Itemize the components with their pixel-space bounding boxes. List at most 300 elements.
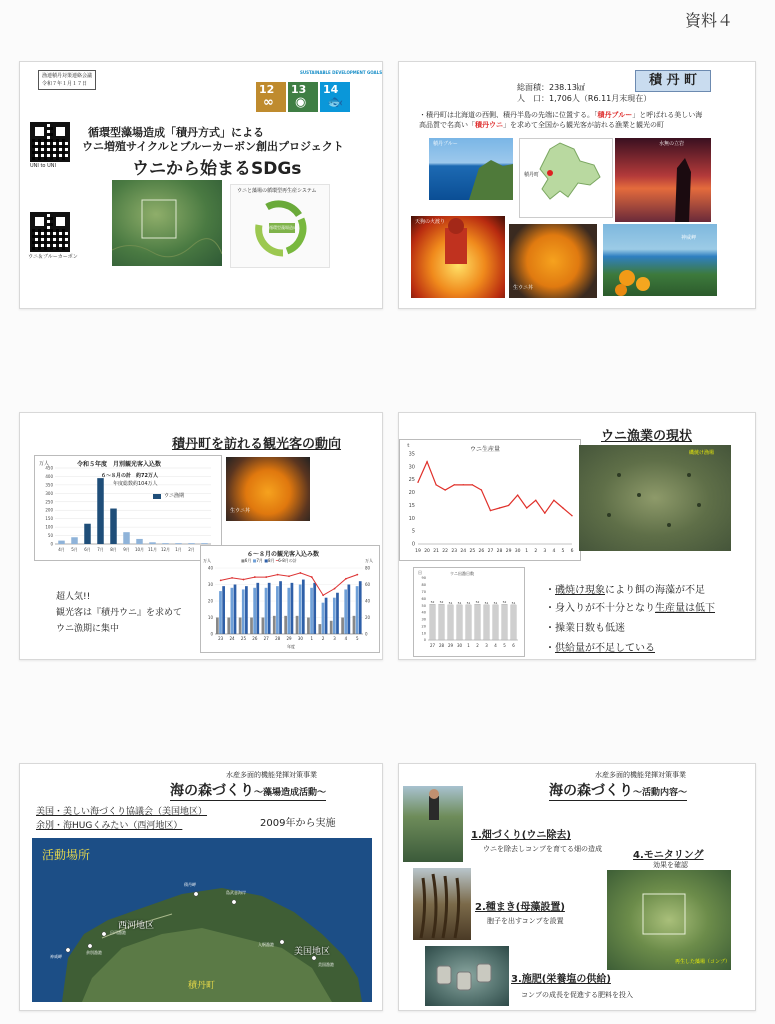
urchin-removal-photo: [403, 786, 463, 862]
chart3-xtick: 27: [487, 549, 494, 554]
chart2-bar: [276, 586, 279, 634]
chart4-data-label: 51: [511, 600, 516, 605]
chart3-point: [562, 507, 563, 508]
chart2-total-point: [288, 575, 290, 577]
chart3-line: [418, 462, 572, 516]
chart1-ytick: 100: [45, 524, 53, 530]
map-activity-label: 活動場所: [42, 848, 91, 862]
map-pin-label-1: 積丹岬: [184, 882, 196, 887]
chart1-bar: [123, 532, 130, 544]
since-year: 2009年から実施: [260, 818, 336, 829]
chart3-xtick: 5: [561, 549, 565, 554]
chart2-legend: ■6月 ■7月 ■8月 ━6-8月の計: [241, 558, 297, 563]
map-bikuni-label: 美国地区: [294, 947, 331, 957]
chart4-xtick: 6: [512, 643, 515, 648]
slide6-subtitle: ～活動内容～: [633, 788, 688, 798]
chart4-bar: [493, 605, 498, 640]
chart2-ytick-left: 20: [207, 598, 213, 604]
chart4-data-label: 52: [430, 600, 435, 605]
chart3-xtick: 19: [415, 549, 421, 554]
chart3-point: [526, 507, 527, 508]
chart4-unit: 日: [418, 570, 422, 575]
fishery-bullet-2: ・身入りが不十分となり生産量は低下: [545, 603, 715, 614]
chart1-note2: 年度総数約104万人: [113, 481, 158, 487]
fire-festival-photo: [411, 216, 505, 298]
chart2-xtick: 30: [297, 636, 303, 641]
chart4-xtick: 2: [476, 643, 479, 648]
chart3-xtick: 26: [478, 549, 485, 554]
chart1-title: 令和５年度 月別観光客入込数: [77, 461, 162, 468]
slide5-title-row: [170, 780, 326, 801]
chart4-data-label: 51: [493, 600, 498, 605]
chart2-total-point: [265, 576, 267, 578]
chart2-total-point: [334, 588, 336, 590]
chart2-bar: [245, 586, 248, 634]
slide-forest-content: [398, 763, 756, 1011]
chart1-ytick: 50: [47, 533, 53, 539]
chart4-ytick: 10: [421, 631, 426, 636]
chart4-xtick: 4: [494, 643, 497, 648]
chart2-xtick: 24: [229, 636, 235, 641]
fishery-bullet-4: ・供給量が不足している: [545, 643, 655, 654]
chart2-bar: [353, 616, 356, 634]
chart2-ytick-left: 30: [207, 582, 213, 587]
chart2-total-point: [231, 577, 233, 579]
chart2-bar: [284, 616, 287, 634]
chart2-bar: [250, 618, 253, 635]
chart1-note1: ６～８月の計 約72万人: [101, 473, 158, 479]
chart2-bar: [318, 624, 321, 634]
chart4-ytick: 40: [421, 610, 426, 615]
chart4-data-label: 51: [448, 600, 453, 605]
chart4-bar: [457, 605, 462, 640]
chart3-point: [571, 515, 572, 516]
chart2-bar: [273, 616, 276, 634]
chart3-xtick: 20: [424, 549, 430, 554]
map-town-label: 積丹町: [188, 981, 216, 991]
uni-production-chart: [399, 439, 581, 561]
fishery-bullet-1: ・磯焼け現象により餌の海藻が不足: [545, 585, 705, 596]
chart3-xtick: 29: [505, 549, 512, 554]
chart3-xtick: 21: [433, 549, 439, 554]
chart2-bar: [279, 581, 282, 634]
chart1-bar: [188, 543, 195, 544]
chart2-bar: [307, 618, 310, 635]
chart2-bar: [302, 580, 305, 634]
chart2-xtick: 29: [286, 636, 292, 641]
chart3-point: [426, 461, 427, 462]
chart1-bar: [175, 543, 182, 544]
chart2-bar: [291, 583, 294, 634]
town-name-box: 積 丹 町: [635, 70, 711, 92]
chart3-ytick: 5: [411, 528, 415, 535]
photo-label-rock: 水無の立岩: [659, 141, 685, 147]
map-pin-label-4: 余別漁港: [86, 950, 102, 955]
chart2-ytick-left: 0: [210, 631, 213, 637]
chart3-point: [499, 507, 500, 508]
chart4-xtick: 29: [447, 643, 454, 648]
chart2-bar: [219, 591, 222, 634]
chart3-point: [535, 500, 536, 501]
chart1-xtick: 12月: [160, 547, 171, 552]
map-pin-label-6: 美国漁港: [318, 962, 334, 967]
sdg-12-icon: 12 ∞: [256, 82, 286, 112]
cycle-diagram: [230, 184, 330, 268]
slide1-title-big: ウニから始まるSDGs: [132, 159, 302, 179]
chart3-point: [435, 484, 436, 485]
chart2-xtick: 1: [310, 636, 314, 641]
photo-label-kamui: 神威岬: [681, 235, 697, 241]
chart3-ytick: 30: [408, 464, 415, 471]
chart4-xtick: 3: [485, 643, 488, 648]
caption-tourists: 観光客は『積丹ウニ』を求めて: [56, 608, 183, 618]
step3-desc: コンブの成長を促進する肥料を投入: [521, 991, 633, 999]
map-pin-label-2: 島武意海岸: [226, 890, 246, 895]
chart1-bar: [71, 537, 78, 544]
photo-label-barren: 磯焼け漁場: [689, 450, 715, 456]
chart4-data-label: 52: [475, 600, 480, 605]
chart4-bar: [448, 605, 453, 640]
slide-fishery: [398, 412, 756, 660]
step1-desc: ウニを除去しコンブを育てる畑の造成: [483, 845, 602, 853]
chart1-ytick: 150: [45, 516, 53, 522]
uni-don-photo-2: [226, 457, 310, 521]
town-desc-line2: 高品質で名高い「積丹ウニ」を求めて全国から観光客が訪れる漁業と観光の町: [419, 121, 664, 129]
chart1-legend-swatch: [153, 494, 161, 499]
chart3-point: [463, 484, 464, 485]
slide3-title: 積丹町を訪れる観光客の動向: [172, 437, 342, 452]
chart2-bar: [322, 603, 325, 634]
chart2-bar: [313, 583, 316, 634]
map-west-label: 西河地区: [118, 921, 155, 931]
slide-sdgs: [19, 61, 383, 309]
chart3-xtick: 4: [552, 549, 556, 554]
chart4-data-label: 52: [439, 600, 444, 605]
chart2-bar: [227, 618, 230, 635]
chart3-xtick: 23: [451, 549, 458, 554]
chart3-ytick: 10: [408, 515, 415, 522]
chart4-bar: [430, 604, 435, 640]
slide5-title: 海の森づくり: [170, 783, 254, 799]
chart2-bar: [222, 586, 225, 634]
town-population: 人 口：1,706人（R6.11月末現在）: [517, 94, 652, 103]
chart4-ytick: 70: [421, 589, 426, 594]
slide6-kicker: 水産多面的機能発揮対策事業: [595, 771, 686, 779]
chart3-point: [490, 510, 491, 511]
chart1-bar: [84, 524, 91, 544]
chart3-ytick: 0: [411, 541, 415, 548]
chart2-ytick-right: 60: [365, 582, 371, 587]
chart3-xtick: 28: [496, 549, 503, 554]
chart3-unit: ｔ: [406, 443, 412, 449]
slide-town: [398, 61, 756, 309]
chart2-ytick-right: 40: [365, 598, 371, 604]
slide-forest-activity: [19, 763, 383, 1011]
chart3-point: [508, 505, 509, 506]
chart3-title: ウニ生産量: [470, 446, 501, 453]
chart2-bar: [359, 581, 362, 634]
chart2-bar: [242, 589, 245, 634]
chart3-point: [417, 482, 418, 483]
chart4-bar: [439, 604, 444, 640]
restored-kelp-photo: [607, 870, 731, 970]
chart2-total-point: [243, 579, 245, 581]
chart3-xtick: 24: [460, 549, 467, 554]
chart2-total-point: [356, 574, 358, 576]
map-pin-label-3: 日司漁港: [110, 930, 126, 935]
qr-caption-1: UNI to UNI: [30, 163, 56, 169]
chart1-xtick: 8月: [110, 547, 117, 552]
slide6-title-row: [549, 780, 687, 801]
chart2-ytick-right: 20: [365, 615, 371, 620]
step4-title: 4.モニタリング: [633, 850, 704, 861]
chart2-bar: [356, 586, 359, 634]
chart3-point: [544, 512, 545, 513]
chart2-xtick: 3: [333, 636, 336, 641]
chart1-bar: [110, 509, 117, 544]
chart2-yr-unit: 万人: [365, 558, 373, 563]
chart2-ytick-right: 0: [365, 631, 368, 637]
chart1-ytick: 450: [45, 465, 53, 471]
chart2-bar: [256, 583, 259, 634]
chart2-bar: [234, 585, 237, 635]
kelp-seafloor-photo: [112, 180, 222, 266]
chart1-xtick: 2月: [188, 547, 195, 552]
chart2-bar: [325, 598, 328, 634]
slide-tourism: [19, 412, 383, 660]
chart1-bar: [201, 543, 208, 544]
chart4-xtick: 5: [503, 643, 506, 648]
chart1-xtick: 11月: [147, 547, 158, 552]
chart4-bar: [466, 605, 471, 640]
chart4-ytick: 0: [423, 638, 426, 643]
monthly-visitors-chart: [34, 455, 222, 561]
chart4-xtick: 28: [438, 643, 445, 648]
chart2-total-point: [322, 594, 324, 596]
chart2-bar: [344, 589, 347, 634]
hokkaido-map: [519, 138, 613, 218]
chart1-xtick: 10月: [134, 547, 145, 552]
chart1-xtick: 1月: [175, 547, 182, 552]
caption-season: ウニ漁期に集中: [56, 624, 120, 634]
chart2-total-point: [311, 576, 313, 578]
chart1-bar: [97, 478, 104, 544]
chart2-ytick-right: 80: [365, 565, 371, 571]
diagram-center: 循環型藻場造成: [269, 225, 297, 230]
step3-title: 3.施肥(栄養塩の供給): [511, 974, 611, 985]
slide1-title-line1: 循環型藻場造成「積丹方式」による: [88, 126, 264, 139]
document-label: 資料４: [684, 11, 733, 30]
chart2-bar: [347, 585, 350, 635]
chart2-bar: [287, 588, 290, 634]
fishery-bullet-3: ・操業日数も低迷: [545, 623, 625, 634]
chart3-point: [454, 484, 455, 485]
chart1-ytick: 350: [45, 482, 53, 488]
chart3-xtick: 1: [525, 549, 529, 554]
chart4-ytick: 80: [421, 583, 426, 588]
chart1-legend: ウニ漁期: [164, 493, 185, 499]
step2-desc: 胞子を出すコンブを設置: [487, 917, 564, 925]
chart1-ytick: 300: [45, 490, 53, 496]
chart3-ytick: 20: [408, 490, 415, 497]
photo-label-blue: 積丹ブルー: [433, 141, 458, 147]
chart4-xtick: 27: [429, 643, 436, 648]
chart1-bar: [149, 542, 156, 544]
chart2-bar: [265, 588, 268, 634]
qr-caption-2: ウニ＆ブルーカーボン: [28, 254, 78, 260]
chart3-point: [444, 489, 445, 490]
slide1-title-line2: ウニ増殖サイクルとブルーカーボン創出プロジェクト: [82, 140, 344, 153]
chart4-data-label: 52: [502, 600, 507, 605]
chart4-bar: [502, 604, 507, 640]
qr-code-uni[interactable]: [30, 122, 70, 162]
group-bikuni: 美国・美しい海づくり協議会（美国地区）: [36, 807, 208, 817]
fertilizer-photo: [425, 946, 509, 1006]
chart2-bar: [268, 583, 271, 634]
chart3-point: [481, 489, 482, 490]
chart3-point: [553, 500, 554, 501]
chart4-bar: [484, 605, 489, 640]
qr-code-bluecarbon[interactable]: [30, 212, 70, 252]
chart1-xtick: 9月: [123, 547, 130, 552]
shakotan-blue-photo: [429, 138, 513, 200]
chart1-ytick: 400: [45, 473, 53, 479]
map-pin-label-5: 入舸漁港: [258, 942, 274, 947]
chart1-unit: 万人: [39, 461, 50, 467]
chart2-xtick: 4: [344, 636, 348, 641]
chart3-ytick: 25: [408, 477, 415, 484]
sdg-13-icon: 13 ◉: [288, 82, 318, 112]
chart2-yl-unit: 万人: [203, 558, 211, 563]
chart2-xtick: 26: [252, 636, 258, 641]
chart3-point: [517, 494, 518, 495]
chart3-xtick: 2: [534, 549, 538, 554]
group-yobetsu: 余別・海HUGくみたい（西河地区）: [36, 821, 183, 831]
chart3-ytick: 15: [408, 502, 415, 509]
chart1-xtick: 5月: [71, 547, 78, 552]
chart3-xtick: 6: [570, 549, 574, 554]
chart2-bar: [216, 618, 219, 635]
chart1-ytick: 200: [45, 507, 53, 513]
chart3-point: [472, 484, 473, 485]
chart1-xtick: 4月: [58, 547, 65, 552]
chart1-bar: [58, 541, 65, 544]
chart1-ytick: 250: [45, 499, 53, 505]
chart4-ytick: 60: [421, 596, 426, 601]
town-desc-line1: ・積丹町は北海道の西側、積丹半島の先端に位置する。「積丹ブルー」と呼ばれる美しい海: [419, 111, 703, 119]
uni-don-photo: [509, 224, 597, 298]
chart2-bar: [299, 585, 302, 635]
summer-visitors-chart: [200, 545, 380, 653]
chart4-data-label: 51: [466, 600, 471, 605]
chart2-total-point: [220, 579, 222, 581]
chart4-ytick: 20: [421, 624, 426, 629]
chart2-total-point: [254, 576, 256, 578]
chart4-bar: [511, 605, 516, 640]
chart4-ytick: 50: [421, 603, 426, 608]
chart2-xtick: 5: [356, 636, 359, 641]
chart3-xtick: 3: [543, 549, 547, 554]
sdgs-goals-badge: SUSTAINABLE DEVELOPMENT GOALS: [300, 70, 383, 75]
chart2-xtick: 28: [275, 636, 281, 641]
photo-label-uni-2: 生ウニ丼: [230, 508, 251, 514]
chart1-bar: [136, 539, 143, 544]
chart4-xtick: 30: [456, 643, 463, 648]
chart2-bar: [262, 618, 265, 635]
chart3-xtick: 22: [442, 549, 449, 554]
activity-map: [32, 838, 372, 1002]
sunset-rock-photo: [615, 138, 711, 222]
chart2-title: ６～８月の観光客入込み数: [247, 551, 320, 558]
photo-label-uni: 生ウニ丼: [513, 285, 534, 291]
step2-title: 2.種まき(母藻設置): [475, 902, 565, 913]
chart4-title: ウニ出漁日数: [450, 571, 474, 576]
chart2-bar: [333, 598, 336, 634]
town-area: 総面積：238.13㎢: [517, 83, 585, 92]
chart4-data-label: 51: [484, 600, 489, 605]
chart2-xlabel: 年度: [287, 644, 295, 649]
chart3-xtick: 25: [469, 549, 476, 554]
sdg-14-icon: 14 🐟: [320, 82, 350, 112]
step1-title: 1.畑づくり(ウニ除去): [471, 830, 571, 841]
chart4-data-label: 51: [457, 600, 462, 605]
map-pin-label-7: 神威岬: [50, 954, 62, 959]
step4-desc: 効果を確認: [653, 861, 688, 869]
chart4-ytick: 30: [421, 617, 426, 622]
chart2-xtick: 23: [218, 636, 224, 641]
chart2-bar: [239, 618, 242, 635]
chart2-total-point: [277, 574, 279, 576]
slide5-subtitle: ～藻場造成活動～: [254, 788, 327, 798]
fishing-days-chart: [413, 567, 525, 657]
chart1-xtick: 6月: [84, 547, 91, 552]
chart2-ytick-left: 40: [207, 565, 213, 571]
meeting-label: 漁連積丹対策連絡会議 令和７年１月１７日: [38, 70, 96, 90]
slide5-kicker: 水産多面的機能発揮対策事業: [226, 771, 317, 779]
photo-label-town: 積丹町: [524, 172, 540, 178]
chart2-bar: [330, 621, 333, 634]
chart4-bar: [475, 604, 480, 640]
chart4-xtick: 1: [467, 643, 470, 648]
kamui-cape-photo: [603, 224, 717, 296]
chart3-ytick: 35: [408, 451, 415, 458]
chart2-ytick-left: 10: [207, 615, 213, 620]
photo-label-fire: 天狗の火渡り: [415, 219, 446, 225]
chart4-ytick: 90: [421, 576, 426, 581]
chart2-bar: [296, 616, 299, 634]
chart1-bar: [162, 543, 169, 544]
chart2-bar: [310, 588, 313, 634]
slide6-title: 海の森づくり: [549, 783, 633, 799]
chart3-xtick: 30: [514, 549, 521, 554]
slide4-title: ウニ漁業の現状: [601, 429, 693, 444]
mother-kelp-photo: [413, 868, 471, 940]
chart2-bar: [231, 588, 234, 634]
restored-caption: 再生した藻場（コンブ）: [675, 959, 731, 965]
chart2-bar: [336, 593, 339, 634]
chart1-xtick: 7月: [97, 547, 104, 552]
chart2-xtick: 2: [321, 636, 325, 641]
barren-ground-photo: [579, 445, 731, 551]
chart2-xtick: 27: [263, 636, 269, 641]
chart2-bar: [253, 588, 256, 634]
chart2-xtick: 25: [240, 636, 247, 641]
chart2-bar: [341, 618, 344, 635]
caption-popular: 超人気!!: [56, 592, 91, 602]
diagram-title: ウニと藻場の循環型再生産システム: [237, 188, 317, 194]
chart2-total-point: [345, 578, 347, 580]
chart1-ytick: 0: [50, 541, 53, 547]
